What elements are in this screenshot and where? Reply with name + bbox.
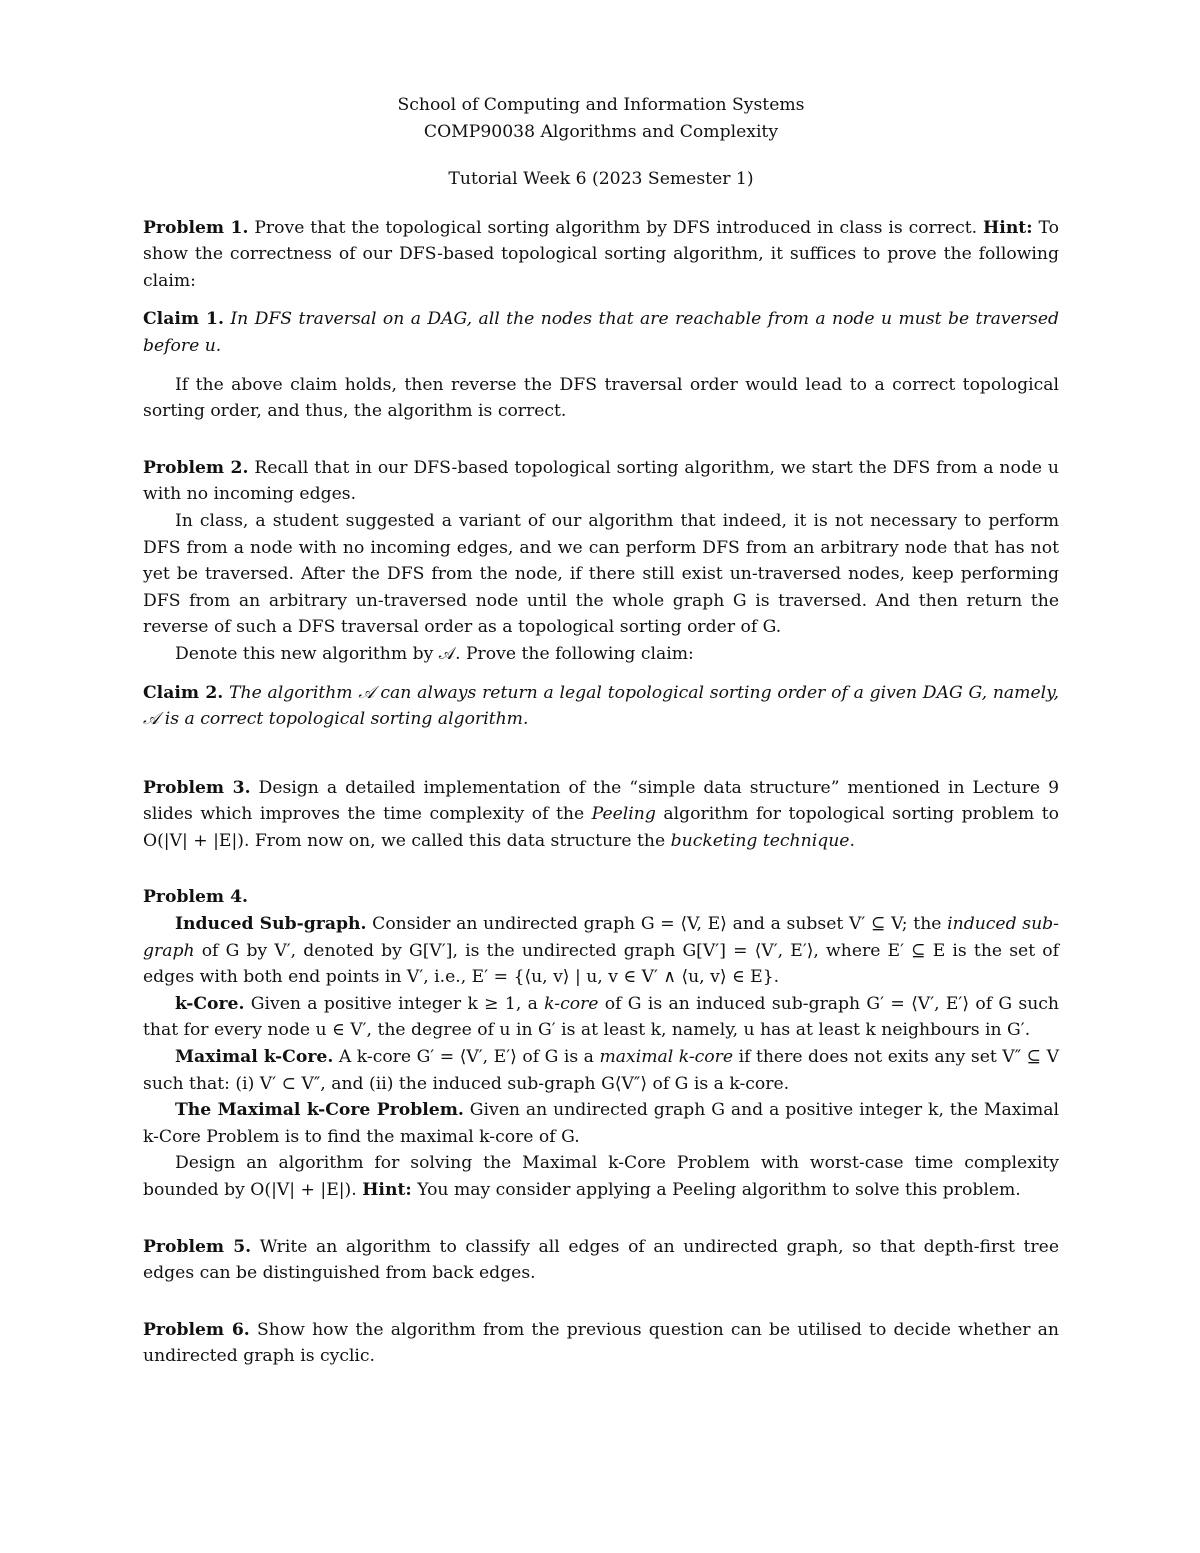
claim-1-label: Claim 1.	[143, 309, 224, 330]
claim-1	[143, 306, 1059, 359]
problem-6	[143, 1317, 1059, 1370]
document-header	[143, 92, 1059, 193]
maximal-k-core-label: Maximal k-Core.	[175, 1047, 334, 1068]
problem-6-text: Show how the algorithm from the previous question can be utilised to decide whether an undirected graph is cyclic.	[143, 1319, 1059, 1367]
problem-3-text-b: algorithm for topological sorting problem to O(|V| + |E|). From now on, we called this data structure the	[143, 804, 1059, 851]
claim-1-text: In DFS traversal on a DAG, all the nodes that are reachable from a node u must be traversed before u.	[143, 309, 1059, 356]
k-core-term: k-core	[544, 993, 599, 1014]
problem-4-hint-label: Hint:	[362, 1180, 412, 1200]
maximal-term: maximal k-core	[599, 1047, 734, 1068]
problem-1-hint-label: Hint:	[983, 217, 1033, 238]
k-core-def	[143, 991, 1059, 1044]
tutorial-title: Tutorial Week 6 (2023 Semester 1)	[448, 169, 754, 189]
problem-6-statement	[143, 1317, 1059, 1370]
maximal-text-a: A k-core G′ = ⟨V′, E′⟩ of G is a	[333, 1047, 600, 1068]
induced-text-b: of G by V′, denoted by G[V′], is the undirected graph G[V′] = ⟨V′, E′⟩, where E′ ⊆ E is the set of edges with both end points in V′, i.e., E′ = {⟨u, v⟩ | u, v ∈ V′ ∧ ⟨u, v⟩ ∈ E}.	[143, 940, 1059, 988]
school-name: School of Computing and Information Systems	[397, 95, 805, 115]
problem-3-text-a: Design a detailed implementation of the “simple data structure” mentioned in Lecture 9 slides which improves the time complexity of the	[143, 777, 1059, 825]
problem-6-label: Problem 6.	[143, 1319, 250, 1340]
problem-2-text: Recall that in our DFS-based topological sorting algorithm, we start the DFS from a node u with no incoming edges.	[143, 457, 1059, 505]
induced-text-a: Consider an undirected graph G = ⟨V, E⟩ and a subset V′ ⊆ V; the	[366, 914, 948, 935]
maximal-k-core-problem	[143, 1097, 1059, 1150]
problem-1-follow: If the above claim holds, then reverse the DFS traversal order would lead to a correct topological sorting order, and thus, the algorithm is correct.	[143, 374, 1059, 422]
k-core-text-a: Given a positive integer k ≥ 1, a	[244, 993, 545, 1014]
problem-1	[143, 215, 1059, 425]
problem-2	[143, 455, 1059, 733]
course-title: COMP90038 Algorithms and Complexity	[423, 122, 779, 142]
claim-2-label: Claim 2.	[143, 682, 224, 703]
problem-4-design	[143, 1150, 1059, 1203]
problem-3-statement	[143, 775, 1059, 855]
maximal-k-core-problem-label: The Maximal k-Core Problem.	[175, 1100, 464, 1121]
problem-3	[143, 775, 1059, 855]
problem-1-hint-text: To show the correctness of our DFS-based topological sorting algorithm, it suffices to prove the following claim:	[143, 217, 1059, 291]
induced-subgraph-label: Induced Sub-graph.	[175, 914, 367, 935]
problem-2-label: Problem 2.	[143, 457, 249, 478]
problem-4-label: Problem 4.	[143, 887, 249, 908]
maximal-k-core-problem-text: Given an undirected graph G and a positive integer k, the Maximal k-Core Problem is to find the maximal k-core of G.	[143, 1100, 1059, 1147]
problem-4	[143, 884, 1059, 1203]
problem-5-label: Problem 5.	[143, 1236, 252, 1257]
induced-subgraph-def	[143, 911, 1059, 991]
problem-3-text-c: .	[849, 830, 855, 851]
problem-2-statement	[143, 455, 1059, 508]
problem-5	[143, 1234, 1059, 1287]
k-core-text-b: of G is an induced sub-graph G′ = ⟨V′, E′⟩ of G such that for every node u ∈ V′, the degree of u in G′ is at least k, namely, u has at least k neighbours in G′.	[143, 993, 1059, 1041]
problem-1-text: Prove that the topological sorting algorithm by DFS introduced in class is correct.	[248, 217, 978, 238]
problem-5-text: Write an algorithm to classify all edges of an undirected graph, so that depth-first tree edges can be distinguished from back edges.	[143, 1236, 1059, 1284]
document-page	[143, 92, 1059, 1370]
problem-3-label: Problem 3.	[143, 777, 251, 798]
peeling-term: Peeling	[591, 804, 656, 825]
problem-4-label-line	[143, 884, 1059, 911]
problem-1-label: Problem 1.	[143, 217, 249, 238]
induced-term: induced sub-graph	[143, 914, 1059, 961]
k-core-label: k-Core.	[175, 993, 245, 1014]
claim-2-text: The algorithm 𝒜 can always return a legal topological sorting order of a given DAG G, namely, 𝒜 is a correct topological sorting algorithm.	[143, 682, 1059, 730]
problem-2-para2: In class, a student suggested a variant of our algorithm that indeed, it is not necessary to perform DFS from a node with no incoming edges, and we can perform DFS from an arbitrary node that has not yet be traversed. After the DFS from the node, if there still exist un-traversed nodes, keep performing DFS from an arbitrary un-traversed node until the whole graph G is traversed. And then return the reverse of such a DFS traversal order as a topological sorting order of G.	[143, 510, 1059, 638]
maximal-text-b: if there does not exits any set V″ ⊆ V such that: (i) V′ ⊂ V″, and (ii) the induced sub-graph G⟨V″⟩ of G is a k-core.	[143, 1047, 1060, 1094]
problem-1-statement	[143, 215, 1059, 295]
claim-2	[143, 680, 1059, 733]
problem-4-hint-text: You may consider applying a Peeling algorithm to solve this problem.	[411, 1180, 1021, 1200]
problem-5-statement	[143, 1234, 1059, 1287]
bucketing-term: bucketing technique	[670, 830, 850, 851]
problem-2-para3: Denote this new algorithm by 𝒜. Prove the following claim:	[175, 643, 694, 664]
maximal-k-core-def	[143, 1044, 1059, 1097]
design-text: Design an algorithm for solving the Maximal k-Core Problem with worst-case time complexity bounded by O(|V| + |E|).	[143, 1153, 1059, 1200]
